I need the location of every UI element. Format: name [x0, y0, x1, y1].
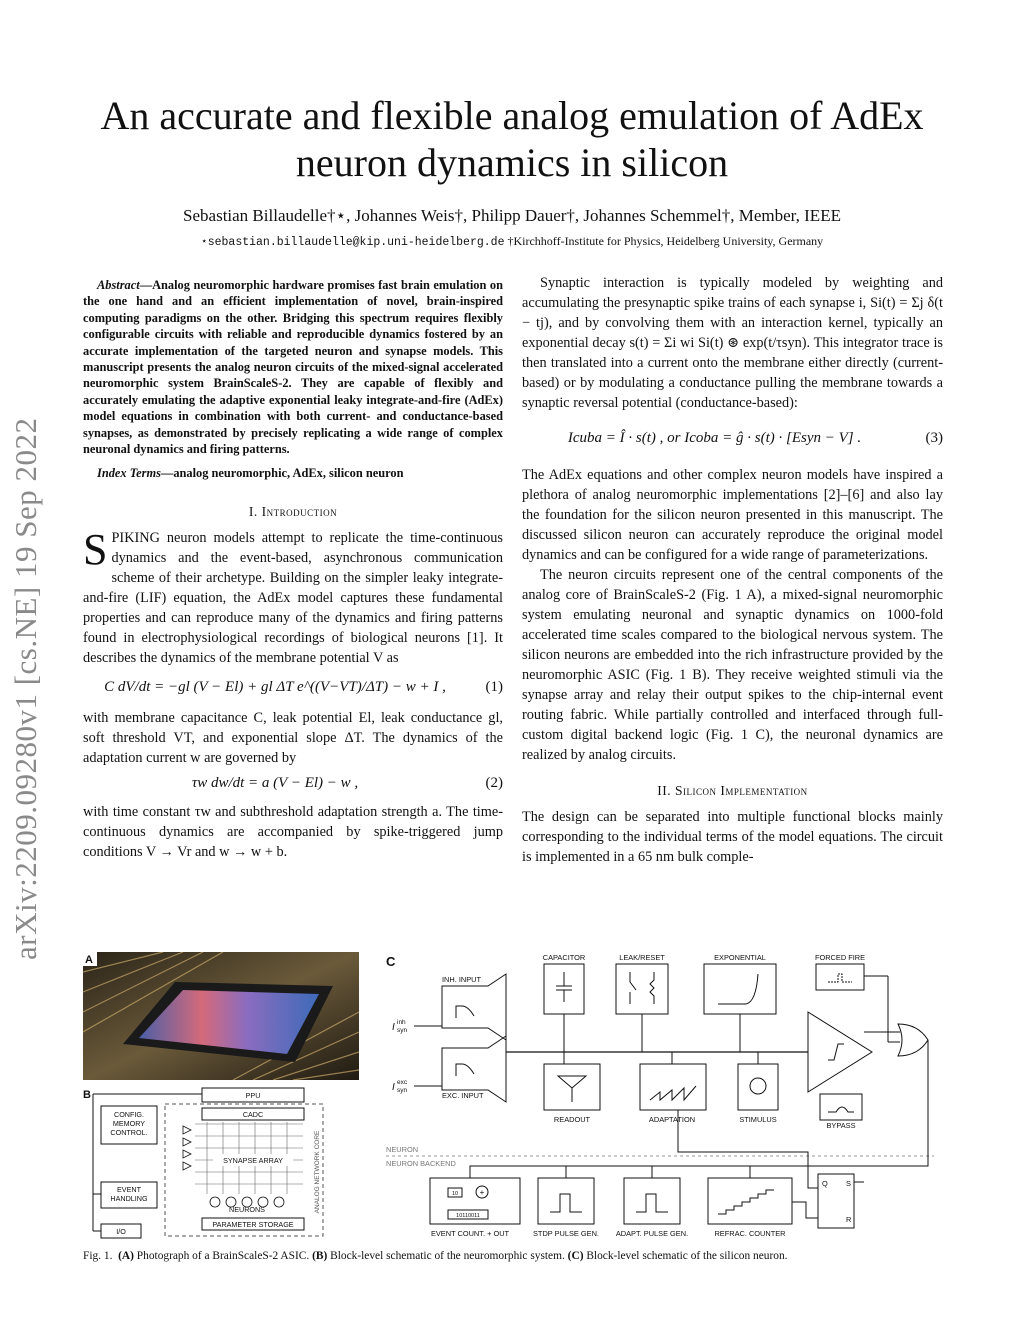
- forced-fire-label: FORCED FIRE: [814, 953, 866, 962]
- refrac-staircase-icon: [718, 1190, 774, 1214]
- analog-core-label: ANALOG NETWORK CORE: [314, 1130, 321, 1214]
- bus-drops: [564, 1014, 758, 1064]
- event-counter-label: EVENT COUNT. + OUT: [430, 1229, 510, 1238]
- index-terms: [83, 465, 503, 481]
- or-gate: [898, 1024, 928, 1056]
- current-source-icon: [750, 1078, 766, 1094]
- synapse-array-label: SYNAPSE ARRAY: [223, 1156, 283, 1165]
- section-2-heading: II. Silicon Implementation: [657, 783, 808, 798]
- config-line-2: MEMORY: [112, 1119, 146, 1128]
- exponential-curve-icon: [718, 974, 758, 1004]
- caption-a-text: Photograph of a BrainScaleS-2 ASIC.: [133, 1250, 313, 1262]
- arxiv-stamp: arXiv:2209.09280v1 [cs.NE] 19 Sep 2022: [8, 417, 43, 960]
- i-exc-sub: syn: [397, 1087, 408, 1094]
- backend-wires: [470, 1040, 928, 1218]
- readout-label: READOUT: [553, 1115, 591, 1124]
- comparator-icon: [828, 1044, 844, 1060]
- switch-icons: [630, 972, 654, 1004]
- adapt-pulse-icon: [636, 1194, 668, 1212]
- neurons-label: NEURONS: [229, 1205, 265, 1214]
- latch-s-label: S: [846, 1179, 851, 1188]
- authors: Sebastian Billaudelle†⋆, Johannes Weis†, Philipp Dauer†, Johannes Schemmel†, Member, IEEE: [183, 206, 841, 225]
- caption-b-tag: (B): [312, 1250, 328, 1262]
- intro-paragraph-2: with membrane capacitance C, leak potential El, leak conductance gl, soft threshold VT, and exponential slope ΔT. The dynamics of the adaptation current w are governed by: [83, 709, 503, 766]
- abstract-text: —Analog neuromorphic hardware promises fast brain emulation on the one hand and an efficient implementation of novel, brain-inspired computing paradigms on the other. Bridging this spectrum requires flexibly configurable circuits with reliable and reproducible dynamics fostered by an accurate implementation of the targeted neuron and synapse models. This manuscript presents the analog neuron circuits of the mixed-signal accelerated neuromorphic system BrainScaleS-2. They are capable of flexibly and accurately emulating the adaptive exponential leaky integrate-and-fire (AdEx) model equations in combination with both current- and conductance-based synapses, as demonstrated by precisely replicating a wide range of complex neuronal dynamics and firing patterns.: [83, 278, 503, 457]
- adaptation-block: [640, 1064, 706, 1110]
- inh-kernel-icon: [456, 1006, 474, 1018]
- adapt-pulse-block: [624, 1178, 680, 1224]
- io-label: I/O: [116, 1227, 126, 1236]
- capacitor-icon: [556, 972, 572, 1002]
- figure-b-schematic: [83, 1084, 359, 1240]
- counter-register-value: 10: [451, 1191, 459, 1197]
- equation-1-number: (1): [485, 678, 503, 695]
- i-inh-sup: inh: [397, 1019, 406, 1026]
- equation-2: [83, 768, 503, 802]
- abstract-label: Abstract: [97, 278, 140, 292]
- stdp-pulse-icon: [550, 1194, 582, 1212]
- stimulus-block: [738, 1064, 778, 1110]
- readout-block: [544, 1064, 600, 1110]
- abstract: [83, 277, 503, 457]
- affiliations: [60, 234, 964, 249]
- caption-a-tag: (A): [118, 1250, 134, 1262]
- right-column: [522, 273, 943, 867]
- author-email[interactable]: ⋆sebastian.billaudelle@kip.uni-heidelberg.de: [200, 236, 505, 249]
- institution: †Kirchhoff-Institute for Physics, Heidelberg University, Germany: [507, 234, 824, 248]
- forced-fire-block: [816, 964, 864, 990]
- equation-1-body: C dV/dt = −gl (V − El) + gl ΔT e^((V−VT)/ΔT) − w + I ,: [104, 678, 446, 695]
- counter-value: 10110011: [456, 1213, 480, 1219]
- intro-paragraph-1: [83, 524, 503, 668]
- backend-domain-label: NEURON BACKEND: [386, 1159, 456, 1168]
- stdp-pulse-label: STDP PULSE GEN.: [533, 1229, 599, 1238]
- latch-r-label: R: [846, 1215, 852, 1224]
- equation-3-body: Icuba = Î · s(t) , or Icoba = ĝ · s(t) · [Esyn − V] .: [567, 430, 862, 446]
- drop-cap: S: [83, 524, 108, 574]
- leak-reset-block: [616, 964, 668, 1014]
- i-inh-label: I: [392, 1022, 395, 1033]
- caption-b-text: Block-level schematic of the neuromorphic system.: [327, 1250, 568, 1262]
- section-1-heading: I. Introduction: [248, 503, 338, 519]
- intro-text-1: PIKING neuron models attempt to replicate the time-continuous dynamics and the event-based, asynchronous communication scheme of their archetype. Building on the simpler leaky integrate-and-fire (LIF) equation, the AdEx model captures these fundamental properties and can reproduce many of the dynamics and firing patterns found in electrophysiological recordings of biological neurons [1]. It describes the dynamics of the membrane potential V as: [83, 529, 503, 666]
- paper-title: [60, 92, 964, 186]
- i-inh-sub: syn: [397, 1027, 408, 1034]
- adder-symbol: +: [479, 1188, 485, 1197]
- event-line-1: EVENT: [117, 1185, 141, 1194]
- ppu-label: PPU: [245, 1091, 261, 1100]
- figure-a-photo: [83, 952, 359, 1080]
- title-line-1: An accurate and flexible analog emulation of AdEx: [100, 93, 924, 138]
- index-terms-text: —analog neuromorphic, AdEx, silicon neuron: [160, 466, 404, 481]
- equation-3-number: (3): [925, 430, 943, 446]
- index-terms-label: Index Terms: [97, 466, 161, 481]
- equation-2-body: τw dw/dt = a (V − El) − w ,: [191, 774, 359, 791]
- adaptation-label: ADAPTATION: [648, 1115, 696, 1124]
- figure-c-schematic: [378, 952, 938, 1244]
- capacitor-label: CAPACITOR: [542, 953, 586, 962]
- synapse-drivers: [183, 1126, 191, 1170]
- right-paragraph-2: The AdEx equations and other complex neuron models have inspired a plethora of analog neuromorphic implementations [2]–[6] and also lay the foundation for the silicon neuron presented in this manuscript. The discussed silicon neuron can accurately reproduce the original model dynamics and can be configured for a wide range of parameterizations.: [522, 467, 943, 563]
- i-exc-label: I: [392, 1082, 395, 1093]
- intro-paragraph-3: with time constant τw and subthreshold adaptation strength a. The time-continuous dynamics are accompanied by spike-triggered jump conditions V → Vr and w → w + b.: [83, 803, 503, 860]
- exponential-label: EXPONENTIAL: [714, 953, 766, 962]
- event-line-2: HANDLING: [110, 1194, 148, 1203]
- adapt-pulse-label: ADAPT. PULSE GEN.: [615, 1229, 689, 1238]
- equation-1: [83, 668, 503, 708]
- figure-c-label: C: [386, 954, 396, 969]
- parameter-storage-label: PARAMETER STORAGE: [212, 1220, 294, 1229]
- bypass-label: BYPASS: [826, 1121, 856, 1130]
- left-column: [83, 277, 503, 862]
- figure-caption: [83, 1250, 943, 1262]
- i-exc-sup: exc: [397, 1079, 408, 1086]
- readout-icon: [558, 1076, 586, 1102]
- equation-3: [522, 413, 943, 465]
- spike-comparator: [808, 1012, 872, 1092]
- cadc-label: CADC: [242, 1110, 264, 1119]
- caption-c-tag: (C): [567, 1250, 584, 1262]
- config-line-1: CONFIG.: [114, 1110, 144, 1119]
- bypass-icon: [828, 1107, 854, 1112]
- exc-input-label: EXC. INPUT: [442, 1091, 484, 1100]
- inh-input-label: INH. INPUT: [442, 975, 482, 984]
- refrac-counter-label: REFRAC. COUNTER: [714, 1229, 786, 1238]
- config-line-3: CONTROL.: [110, 1128, 148, 1137]
- capacitor-block: [544, 964, 584, 1014]
- adaptation-sawtooth-icon: [650, 1086, 696, 1100]
- title-line-2: neuron dynamics in silicon: [295, 140, 729, 185]
- figure-a-label: A: [85, 954, 93, 966]
- right-paragraph-1: Synaptic interaction is typically modeled by weighting and accumulating the presynaptic spike trains of each synapse i, Si(t) = Σj δ(t − tj), and by convolving them with an interaction kernel, typically an exponential decay s(t) = Σi wi Si(t) ⊛ exp(t/τsyn). This integrator trace is then translated into a current onto the membrane either directly (current-based) or by modulating a conductance pulling the membrane towards a synaptic reversal potential (conductance-based):: [522, 275, 943, 411]
- exponential-block: [704, 964, 776, 1014]
- caption-c-text: Block-level schematic of the silicon neuron.: [583, 1250, 788, 1262]
- equation-2-number: (2): [485, 774, 503, 791]
- figure-b-label: B: [83, 1089, 91, 1101]
- leak-reset-label: LEAK/RESET: [619, 953, 665, 962]
- latch-q-label: Q: [822, 1179, 828, 1188]
- stimulus-label: STIMULUS: [739, 1115, 777, 1124]
- stdp-pulse-block: [538, 1178, 594, 1224]
- forced-fire-icon: [828, 974, 852, 982]
- right-paragraph-4: The design can be separated into multiple functional blocks mainly corresponding to the individual terms of the model equations. The circuit is implemented in a 65 nm bulk comple-: [522, 809, 943, 865]
- right-paragraph-3: The neuron circuits represent one of the central components of the analog core of BrainScaleS-2 (Fig. 1 A), a mixed-signal neuromorphic system emulating neuronal and synaptic dynamics on 1000-fold accelerated time scales compared to the biological nervous system. The silicon neurons are embedded into the rich infrastructure provided by the neuromorphic ASIC (Fig. 1 B). They receive weighted stimuli via the synapse array and relay their output spikes to the chip-internal event routing fabric. While partially controlled and interfaced through full-custom digital backend logic (Fig. 1 C), the neuronal dynamics are realized by analog circuits.: [522, 567, 943, 763]
- exc-kernel-icon: [456, 1064, 474, 1076]
- caption-prefix: Fig. 1.: [83, 1250, 113, 1262]
- neuron-domain-label: NEURON: [386, 1145, 419, 1154]
